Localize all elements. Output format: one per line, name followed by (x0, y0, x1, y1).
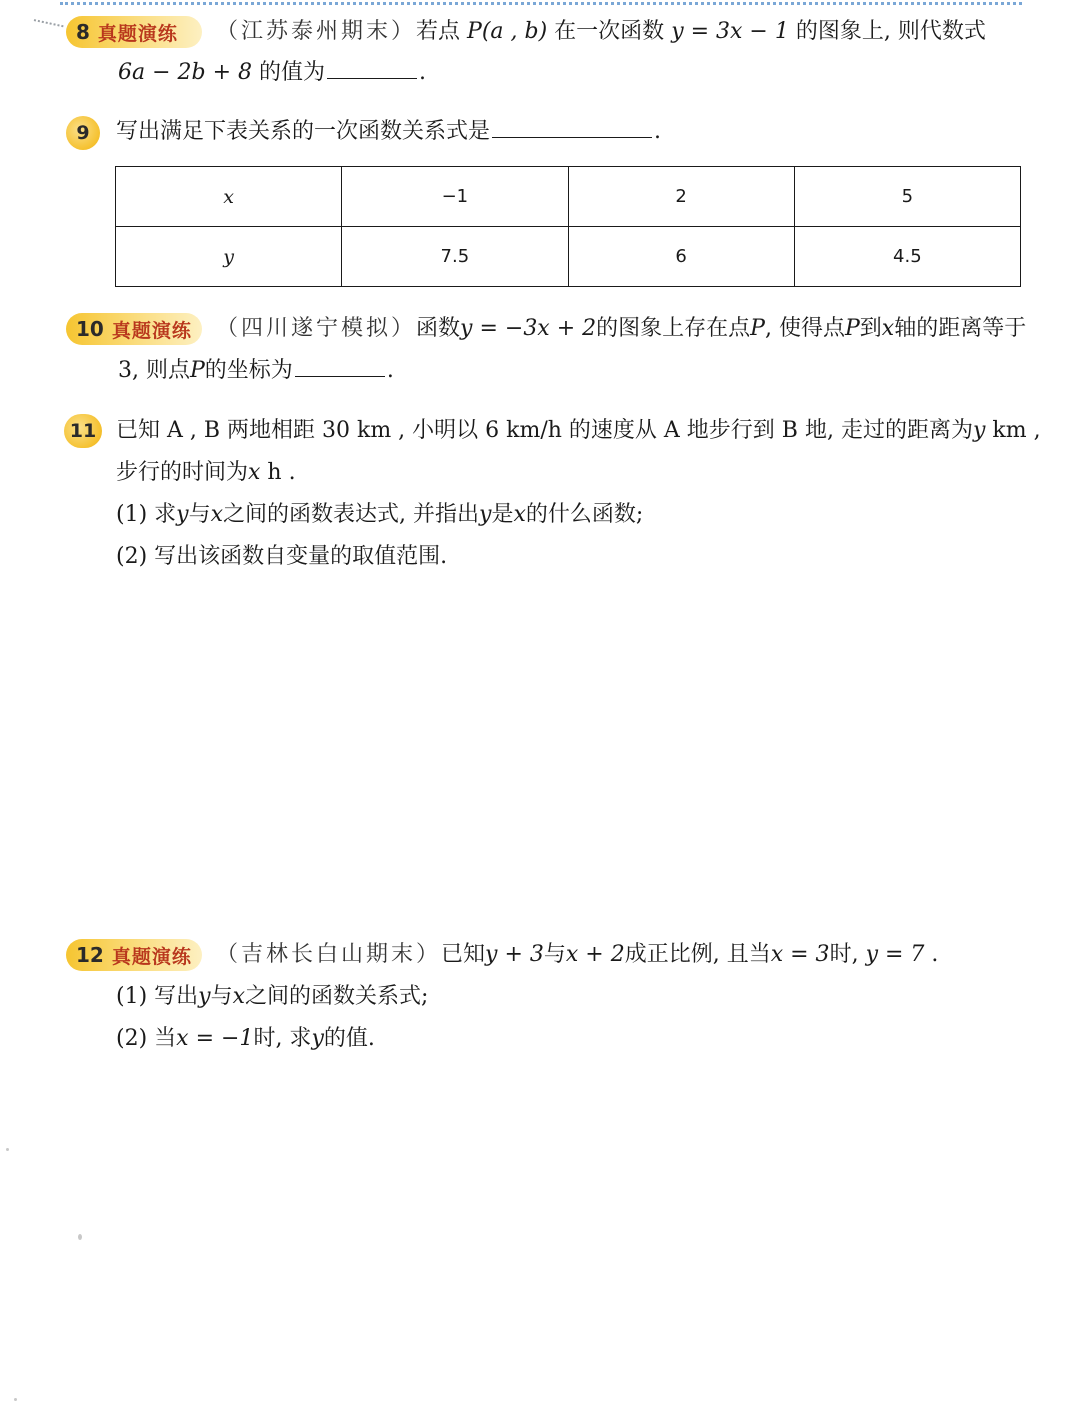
math: x = 3 (770, 942, 830, 967)
text: 的图象上, 则代数式 (788, 19, 986, 44)
math: y (198, 984, 211, 1009)
table-cell: 4.5 (794, 227, 1020, 287)
problem-8-badge (66, 16, 202, 48)
scan-speck (14, 1398, 17, 1401)
problem-12-badge (66, 939, 202, 971)
text: 时, 求 (253, 1026, 312, 1051)
text: 是 (491, 502, 514, 527)
problem-11-line-1 (116, 416, 1041, 446)
problem-10-number: 10 (76, 317, 104, 341)
text: 时, (829, 942, 866, 967)
math: y (972, 418, 986, 443)
text: 的什么函数; (525, 502, 644, 527)
table-row (116, 227, 1021, 287)
text: 成正比例, 且当 (624, 942, 771, 967)
problem-10-source: （四川遂宁模拟） (216, 316, 417, 341)
table-cell: 7.5 (342, 227, 568, 287)
text: . (924, 942, 939, 967)
text: 之间的函数关系式; (245, 984, 429, 1009)
problem-12-number: 12 (76, 943, 104, 967)
problem-8-source: （江苏泰州期末） (216, 19, 417, 44)
table-cell: y (116, 227, 342, 287)
math: P (467, 19, 482, 44)
table-cell: 6 (568, 227, 794, 287)
answer-blank[interactable] (492, 117, 652, 138)
text: 的坐标为 (204, 358, 293, 383)
text: 写出满足下表关系的一次函数关系式是 (116, 119, 491, 144)
problem-10-line-1 (216, 314, 1027, 344)
problem-11-line-2 (116, 458, 1024, 488)
text: (2) 写出该函数自变量的取值范围. (116, 544, 448, 569)
text: 与 (543, 942, 566, 967)
problem-11-number: 11 (64, 414, 102, 448)
math: y (311, 1026, 324, 1051)
problem-8-line-2 (118, 58, 1024, 88)
text: 若点 (416, 19, 468, 44)
math: x (881, 316, 895, 341)
value-table (115, 166, 1021, 287)
text: 步行的时间为 (116, 460, 249, 485)
text: 之间的函数表达式, 并指出 (223, 502, 480, 527)
text: (1) 写出 (116, 984, 199, 1009)
problem-10-line-2 (118, 356, 1024, 386)
problem-12-source: （吉林长白山期末） (216, 942, 442, 967)
math: x (210, 502, 224, 527)
text: 函数 (416, 316, 461, 341)
math: x = −1 (176, 1026, 254, 1051)
text: 3, 则点 (118, 358, 190, 383)
text: . (419, 60, 427, 85)
table-cell: 2 (568, 167, 794, 227)
math: P (750, 316, 765, 341)
text: 与 (188, 502, 211, 527)
text: km , (985, 418, 1041, 443)
problem-8-number: 8 (76, 20, 90, 44)
problem-12-tag: 真题演练 (111, 945, 192, 968)
table-cell: x (116, 167, 342, 227)
problem-11-question-1 (116, 500, 1024, 530)
text: . (654, 119, 662, 144)
text: 与 (210, 984, 233, 1009)
problem-9-number: 9 (66, 116, 100, 150)
scan-speck (78, 1234, 82, 1240)
top-dotted-rule (60, 2, 1022, 5)
text: 轴的距离等于 (894, 316, 1027, 341)
text: 的值为 (259, 60, 326, 85)
text: 已知 (441, 942, 486, 967)
math: P (844, 316, 860, 341)
problem-12-question-1 (116, 982, 1024, 1012)
math: (a , b) (481, 19, 548, 44)
problem-9-line-1 (116, 117, 1024, 147)
answer-blank[interactable] (295, 356, 385, 377)
problem-12-question-2 (116, 1024, 1024, 1054)
math: y (479, 502, 492, 527)
problem-10-badge (66, 313, 202, 345)
math: y = 7 (865, 942, 925, 967)
text: 已知 A , B 两地相距 30 km , 小明以 6 km/h 的速度从 A 地步行到 B 地, 走过的距离为 (116, 418, 973, 443)
math: x (513, 502, 526, 527)
answer-blank[interactable] (327, 58, 417, 79)
text: (1) 求 (116, 502, 177, 527)
math: 6a − 2b + 8 (118, 60, 253, 85)
text: 到 (859, 316, 882, 341)
table-cell: 5 (794, 167, 1020, 227)
scan-speck (6, 1148, 9, 1151)
math: x (248, 460, 261, 485)
text: 的值. (323, 1026, 375, 1051)
math: y = −3x + 2 (460, 316, 597, 341)
math: y = 3x − 1 (671, 19, 789, 44)
text: . (386, 358, 394, 383)
problem-8-line-1 (216, 17, 1024, 47)
math: P (189, 358, 205, 383)
text: (2) 当 (116, 1026, 177, 1051)
table-row (116, 167, 1021, 227)
table-cell: −1 (342, 167, 568, 227)
text: h . (260, 460, 296, 485)
problem-11-question-2 (116, 542, 1024, 572)
text: 在一次函数 (547, 19, 672, 44)
math: y (176, 502, 189, 527)
math: x + 2 (565, 942, 625, 967)
corner-mark (30, 19, 63, 43)
text: 的图象上存在点 (596, 316, 751, 341)
problem-10-tag: 真题演练 (111, 319, 192, 342)
problem-8-tag: 真题演练 (97, 22, 178, 45)
problem-12-line-1 (216, 940, 1024, 970)
text: , 使得点 (764, 316, 845, 341)
math: x (232, 984, 246, 1009)
math: y + 3 (485, 942, 544, 967)
